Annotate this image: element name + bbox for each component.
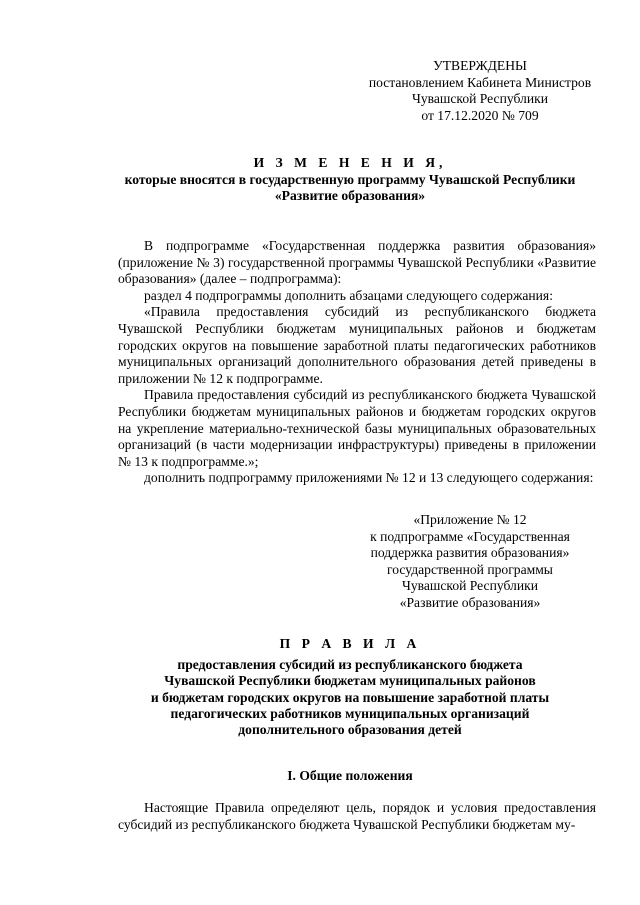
rules-subtitle-line: Чувашской Республики бюджетам муниципальных районов xyxy=(164,673,536,689)
rules-subtitle-line: предоставления субсидий из республиканского бюджета xyxy=(177,657,523,673)
approved-label: УТВЕРЖДЕНЫ xyxy=(433,58,527,73)
approved-by: постановлением Кабинета Министров xyxy=(368,74,592,90)
intro-body xyxy=(118,800,596,833)
rules-subtitle-line: педагогических работников муниципальных организаций xyxy=(170,705,530,721)
appendix-header xyxy=(350,512,590,611)
rules-subtitle-line: и бюджетам городских округов на повышение заработной платы xyxy=(150,689,550,705)
approved-republic: Чувашской Республики xyxy=(412,91,548,106)
body-paragraph: дополнить подпрограмму приложениями № 12 и 13 следующего содержания: xyxy=(144,470,594,486)
appendix-line: «Приложение № 12 xyxy=(413,512,527,527)
appendix-line: поддержка развития образования» xyxy=(370,545,570,560)
rules-title xyxy=(95,636,605,738)
section-heading: I. Общие положения xyxy=(287,768,413,783)
body-paragraph: Правила предоставления субсидий из республиканского бюджета Чувашской Республики бюджетам муниципальных районов и бюджетам городских округов на укрепление материально-технической базы муниципальных образовательных организаций (в части модернизации инфраструктуры) приведены в приложении № 13 к подпрограмме.»; xyxy=(118,387,596,469)
changes-title xyxy=(95,155,605,205)
changes-body xyxy=(118,238,596,487)
approval-stamp xyxy=(360,58,600,124)
changes-subtitle-line1: которые вносятся в государственную программу Чувашской Республики xyxy=(124,171,576,187)
appendix-line: государственной программы xyxy=(387,561,553,577)
rules-subtitle-line: дополнительного образования детей xyxy=(238,722,462,738)
appendix-line: Чувашской Республики xyxy=(402,578,538,593)
approved-date-number: от 17.12.2020 № 709 xyxy=(421,107,539,123)
appendix-line: «Развитие образования» xyxy=(399,594,541,610)
appendix-line: к подпрограмме «Государственная xyxy=(370,528,570,544)
changes-subtitle-line2: «Развитие образования» xyxy=(274,188,426,203)
body-paragraph: раздел 4 подпрограммы дополнить абзацами следующего содержания: xyxy=(144,287,553,303)
body-paragraph: В подпрограмме «Государственная поддержка развития образования» (приложение № 3) государственной программы Чувашской Республики «Развитие образования» (далее – подпрограмма): xyxy=(118,238,596,287)
changes-heading: И З М Е Н Е Н И Я, xyxy=(253,155,447,170)
intro-paragraph: Настоящие Правила определяют цель, порядок и условия предоставления субсидий из республиканского бюджета Чувашской Республики бюджетам му- xyxy=(118,800,596,832)
rules-heading: П Р А В И Л А xyxy=(279,636,421,651)
body-paragraph: «Правила предоставления субсидий из республиканского бюджета Чувашской Республики бюджетам муниципальных районов и бюджетам городских округов на повышение заработной платы педагогических работников муниципальных организаций дополнительного образования детей приведены в приложении № 12 к подпрограмме. xyxy=(118,304,596,386)
